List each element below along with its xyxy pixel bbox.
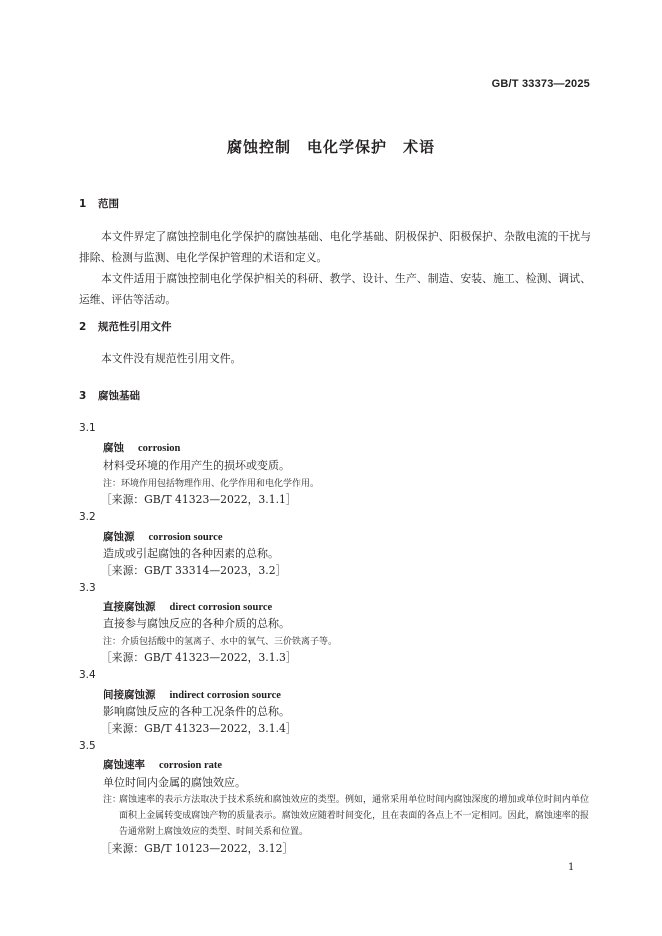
- term-source: ［来源：GB/T 41323—2022，3.1.4］: [101, 722, 297, 735]
- section-number: 3: [79, 390, 87, 402]
- term-source: ［来源：GB/T 41323—2022，3.1.3］: [101, 651, 297, 664]
- page-number: 1: [568, 862, 575, 873]
- section-number: 2: [79, 321, 87, 333]
- term-number: 3.5: [79, 740, 96, 752]
- term-number: 3.2: [79, 511, 96, 523]
- normative-text: 本文件没有规范性引用文件。: [101, 352, 242, 365]
- term-zh: 间接腐蚀源: [103, 689, 156, 701]
- term-definition: 单位时间内金属的腐蚀效应。: [103, 776, 246, 789]
- note-text: 腐蚀速率的表示方法取决于技术系统和腐蚀效应的类型。例如，通常采用单位时间内腐蚀深度的增加或单位时间内单位面积上金属转变成腐蚀产物的质量表示。腐蚀效应随着时间变化，且在表面的各点上不一定相同。因此，腐蚀速率的报告通常附上腐蚀效应的类型、时间关系和位置。: [119, 795, 589, 837]
- term-note: 注：环境作用包括物理作用、化学作用和电化学作用。: [103, 479, 320, 489]
- section-2-heading: [79, 319, 172, 334]
- term-en: corrosion: [138, 443, 181, 454]
- document-title: 腐蚀控制 电化学保护 术语: [226, 138, 435, 156]
- section-number: 1: [79, 198, 87, 210]
- term-note: 注：介质包括酸中的氢离子、水中的氧气、三价铁离子等。: [103, 637, 338, 647]
- term-heading: [103, 440, 180, 455]
- section-title: 范围: [98, 198, 119, 210]
- term-number: 3.1: [79, 422, 96, 434]
- note-label: 注：: [103, 795, 122, 805]
- section-3-heading: [79, 388, 140, 403]
- term-source: ［来源：GB/T 41323—2022，3.1.1］: [101, 493, 297, 506]
- section-1-heading: [79, 196, 119, 211]
- term-heading: [103, 599, 272, 614]
- term-number: 3.4: [79, 669, 96, 681]
- term-source: ［来源：GB/T 10123—2022，3.12］: [101, 842, 294, 855]
- term-zh: 腐蚀源: [103, 531, 135, 543]
- standard-number: GB/T 33373—2025: [491, 78, 590, 90]
- scope-paragraphs: [79, 226, 591, 310]
- term-zh: 直接腐蚀源: [103, 601, 156, 613]
- term-definition: 直接参与腐蚀反应的各种介质的总称。: [103, 617, 290, 630]
- term-definition: 造成或引起腐蚀的各种因素的总称。: [103, 547, 279, 560]
- section-title: 腐蚀基础: [98, 390, 140, 402]
- term-heading: [103, 529, 222, 544]
- term-source: ［来源：GB/T 33314—2023，3.2］: [101, 564, 287, 577]
- scope-paragraph: 本文件界定了腐蚀控制电化学保护的腐蚀基础、电化学基础、阴极保护、阳极保护、杂散电流的干扰与排除、检测与监测、电化学保护管理的术语和定义。: [79, 230, 591, 264]
- term-en: direct corrosion source: [169, 602, 273, 613]
- scope-paragraph: 本文件适用于腐蚀控制电化学保护相关的科研、教学、设计、生产、制造、安装、施工、检测、调试、运维、评估等活动。: [79, 272, 591, 306]
- term-en: corrosion source: [148, 532, 223, 543]
- term-en: indirect corrosion source: [169, 690, 281, 701]
- term-heading: [103, 687, 281, 702]
- term-en: corrosion rate: [159, 760, 223, 771]
- term-heading: [103, 757, 222, 772]
- section-title: 规范性引用文件: [98, 321, 172, 333]
- normative-paragraph: [79, 348, 591, 369]
- term-definition: 影响腐蚀反应的各种工况条件的总称。: [103, 705, 290, 718]
- term-zh: 腐蚀速率: [103, 759, 145, 771]
- term-definition: 材料受环境的作用产生的损坏或变质。: [103, 459, 290, 472]
- term-number: 3.3: [79, 582, 96, 594]
- term-note: [103, 792, 591, 840]
- term-zh: 腐蚀: [103, 442, 124, 454]
